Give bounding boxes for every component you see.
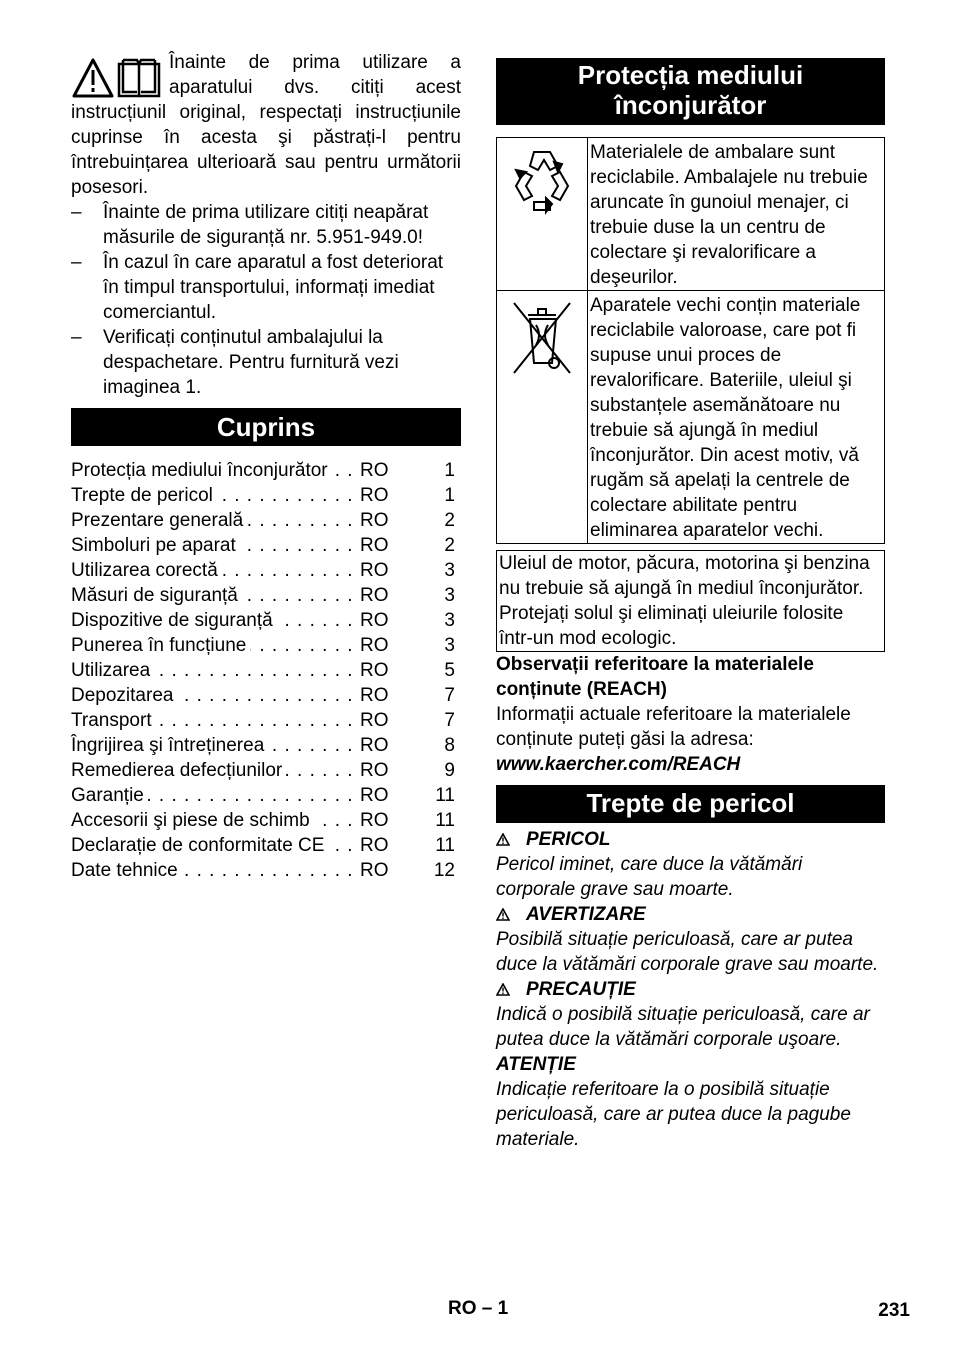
toc-entry-lang: RO: [360, 860, 389, 881]
hazard-heading: Trepte de pericol: [496, 785, 885, 823]
notice-title: ATENȚIE: [496, 1054, 576, 1075]
toc-entry-title: . . . Remedierea defecțiunilor: [71, 758, 354, 783]
reach-url: www.kaercher.com/REACH: [496, 754, 741, 775]
toc-entry-title: . . . Date tehnice: [71, 858, 354, 883]
toc-entry-title: . . . Accesorii şi piese de schimb: [71, 808, 354, 833]
toc-entry-page: 1: [444, 460, 455, 481]
hazard-level-text: Posibilă situație periculoasă, care ar putea duce la vătămări corporale grave sau moarte.: [496, 929, 879, 975]
toc-entry-title: . . . Îngrijirea şi întreținerea: [71, 733, 354, 758]
toc-row: [71, 733, 461, 758]
table-of-contents: [71, 458, 461, 883]
intro-bullet-list: [71, 200, 461, 400]
weee-text: Aparatele vechi conțin materiale reciclabile valoroase, care pot fi supuse unui proces de revalorificare. Bateriile, uleiul şi substanțele asemănătoare nu trebuie să ajungă în mediul înconjurător. Din acest motiv, vă rugăm să apelați la centrele de colectare abilitate pentru eliminarea aparatelor vechi.: [588, 291, 885, 544]
toc-row: [71, 633, 461, 658]
crossed-bin-icon: [504, 295, 580, 381]
toc-entry-page: 7: [444, 710, 455, 731]
hazard-levels: [496, 827, 885, 1152]
toc-entry-page: 3: [444, 560, 455, 581]
toc-entry-lang: RO: [360, 760, 389, 781]
list-item: – Verificați conținutul ambalajului la despachetare. Pentru furnitură vezi imaginea 1.: [71, 327, 399, 398]
toc-entry-page: 7: [444, 685, 455, 706]
footer-page-number: 231: [878, 1300, 910, 1321]
hazard-level-title: PRECAUȚIE: [496, 977, 885, 1002]
environment-table: [496, 137, 885, 544]
toc-entry-title: . . . Declarație de conformitate CE: [71, 833, 354, 858]
toc-entry-lang: RO: [360, 510, 389, 531]
toc-entry-lang: RO: [360, 535, 389, 556]
toc-entry-title: . . . Utilizarea corectă: [71, 558, 354, 583]
toc-entry-page: 3: [444, 610, 455, 631]
toc-row: [71, 658, 461, 683]
toc-row: [71, 508, 461, 533]
toc-entry-page: 1: [444, 485, 455, 506]
toc-entry-lang: RO: [360, 560, 389, 581]
warning-triangle-icon: [71, 56, 163, 100]
recycle-icon-cell: [497, 138, 588, 291]
oil-notice-box: Uleiul de motor, păcura, motorina şi benzina nu trebuie să ajungă în mediul înconjurător. Protejați solul şi eliminați uleiurile folosite într-un mod ecologic.: [496, 550, 885, 652]
toc-row: [71, 458, 461, 483]
hazard-level-text: Indică o posibilă situație periculoasă, care ar putea duce la vătămări corporale uşoare.: [496, 1004, 870, 1050]
toc-row: [71, 558, 461, 583]
recycle-text: Materialele de ambalare sunt reciclabile. Ambalajele nu trebuie aruncate în gunoiul menajer, ci trebuie duse la un centru de colectare şi revalorificare a deşeurilor.: [588, 138, 885, 291]
toc-entry-lang: RO: [360, 810, 389, 831]
toc-entry-title: . . . Protecția mediului înconjurător: [71, 458, 354, 483]
toc-entry-lang: RO: [360, 635, 389, 656]
toc-entry-lang: RO: [360, 835, 389, 856]
toc-entry-title: . . . Garanție: [71, 783, 354, 808]
warning-triangle-icon: [496, 908, 510, 921]
toc-row: [71, 483, 461, 508]
hazard-level-text: Pericol iminet, care duce la vătămări corporale grave sau moarte.: [496, 854, 803, 900]
toc-entry-page: 5: [444, 660, 455, 681]
footer-section-label: RO – 1: [448, 1298, 509, 1319]
toc-row: [71, 608, 461, 633]
toc-entry-lang: RO: [360, 485, 389, 506]
hazard-level-title: AVERTIZARE: [496, 902, 885, 927]
toc-heading: Cuprins: [71, 408, 461, 446]
toc-row: [71, 833, 461, 858]
toc-entry-title: . . . Depozitarea: [71, 683, 354, 708]
toc-entry-lang: RO: [360, 660, 389, 681]
toc-entry-page: 2: [444, 510, 455, 531]
environment-heading: Protecția mediului înconjurător: [496, 58, 885, 125]
toc-entry-page: 11: [435, 810, 455, 831]
toc-row: [71, 683, 461, 708]
toc-row: [71, 708, 461, 733]
toc-entry-title: . . . Măsuri de siguranță: [71, 583, 354, 608]
toc-entry-page: 2: [444, 535, 455, 556]
toc-entry-lang: RO: [360, 585, 389, 606]
reach-title: Observații referitoare la materialele conținute (REACH): [496, 654, 814, 700]
recycle-icon: [504, 142, 580, 218]
warning-triangle-icon: [496, 983, 510, 996]
reach-text: Informații actuale referitoare la materialele conținute puteți găsi la adresa:: [496, 704, 851, 750]
hazard-level-title: PERICOL: [496, 827, 885, 852]
toc-entry-title: . . . Utilizarea: [71, 658, 354, 683]
toc-row: [71, 758, 461, 783]
toc-entry-lang: RO: [360, 610, 389, 631]
toc-entry-page: 3: [444, 585, 455, 606]
toc-entry-page: 11: [435, 785, 455, 806]
toc-entry-lang: RO: [360, 710, 389, 731]
toc-entry-lang: RO: [360, 460, 389, 481]
toc-entry-page: 8: [444, 735, 455, 756]
warning-manual-icons: [71, 56, 163, 100]
list-item: – Înainte de prima utilizare citiți neapărat măsurile de siguranță nr. 5.951-949.0!: [71, 202, 429, 248]
toc-entry-title: . . . Dispozitive de siguranță: [71, 608, 354, 633]
toc-entry-title: . . . Punerea în funcțiune: [71, 633, 354, 658]
toc-entry-lang: RO: [360, 785, 389, 806]
toc-entry-title: . . . Prezentare generală: [71, 508, 354, 533]
toc-entry-page: 9: [444, 760, 455, 781]
toc-entry-page: 3: [444, 635, 455, 656]
toc-entry-title: . . . Simboluri pe aparat: [71, 533, 354, 558]
warning-triangle-icon: [496, 833, 510, 846]
intro-text: Înainte de prima utilizare a aparatului dvs. citiți acest instrucțiunil original, respectați instrucțiunile cuprinse în acesta şi păstrați-l pentru întrebuințarea ulterioară sau pentru următorii posesori.: [71, 52, 461, 198]
left-column: [71, 50, 461, 883]
toc-entry-lang: RO: [360, 735, 389, 756]
list-item: – În cazul în care aparatul a fost deteriorat în timpul transportului, informați imediat comerciantul.: [71, 252, 444, 323]
toc-row: [71, 808, 461, 833]
toc-entry-lang: RO: [360, 685, 389, 706]
toc-row: [71, 583, 461, 608]
right-column: [496, 58, 885, 1152]
toc-entry-title: . . . Transport: [71, 708, 354, 733]
toc-entry-title: . . . Trepte de pericol: [71, 483, 354, 508]
intro-block: [71, 50, 461, 400]
manual-book-icon: [119, 60, 159, 96]
toc-row: [71, 783, 461, 808]
toc-entry-page: 12: [433, 860, 455, 881]
toc-entry-page: 11: [435, 835, 455, 856]
toc-row: [71, 858, 461, 883]
notice-text: Indicație referitoare la o posibilă situație periculoasă, care ar putea duce la pagube materiale.: [496, 1079, 851, 1150]
weee-icon-cell: [497, 291, 588, 544]
toc-row: [71, 533, 461, 558]
